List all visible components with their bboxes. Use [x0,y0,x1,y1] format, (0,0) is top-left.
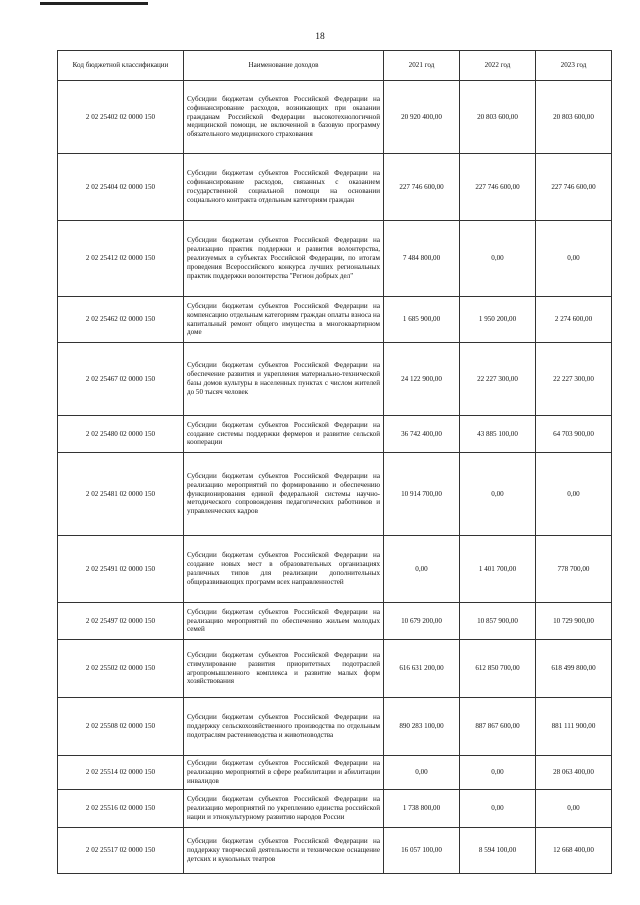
row-value-2022: 8 594 100,00 [460,828,536,874]
table-row [58,536,612,603]
row-value-2023: 778 700,00 [536,536,612,603]
row-value-2022: 887 867 600,00 [460,698,536,756]
row-value-2023: 227 746 600,00 [536,154,612,221]
row-value-2022: 22 227 300,00 [460,343,536,416]
row-value-2022: 0,00 [460,221,536,297]
table-row [58,297,612,343]
top-rule [40,2,148,5]
page-number: 18 [315,32,325,42]
row-value-2023: 20 803 600,00 [536,81,612,154]
row-name: Субсидии бюджетам субъектов Российской Федерации на создание новых мест в образовательных организациях различных типов для реализации дополнительных общеразвивающих программ всех направленностей [184,536,384,603]
row-value-2023: 28 063 400,00 [536,756,612,790]
row-value-2021: 890 283 100,00 [384,698,460,756]
row-value-2022: 227 746 600,00 [460,154,536,221]
row-code: 2 02 25508 02 0000 150 [58,698,184,756]
table-row [58,416,612,453]
row-name: Субсидии бюджетам субъектов Российской Федерации на софинансирование расходов, возникающих при оказании гражданам Российской Федерации высокотехнологичной медицинской помощи, не включенной в базовую программу обязательного медицинского страхования [184,81,384,154]
row-value-2021: 1 685 900,00 [384,297,460,343]
row-code: 2 02 25404 02 0000 150 [58,154,184,221]
table-row [58,603,612,640]
row-value-2021: 7 484 800,00 [384,221,460,297]
row-value-2022: 612 850 700,00 [460,640,536,698]
row-code: 2 02 25517 02 0000 150 [58,828,184,874]
row-value-2021: 20 920 400,00 [384,81,460,154]
row-value-2021: 16 057 100,00 [384,828,460,874]
row-value-2022: 0,00 [460,453,536,536]
row-code: 2 02 25497 02 0000 150 [58,603,184,640]
table-row [58,756,612,790]
row-value-2022: 20 803 600,00 [460,81,536,154]
row-code: 2 02 25516 02 0000 150 [58,790,184,828]
table-row [58,453,612,536]
revenue-table [57,50,612,874]
row-name: Субсидии бюджетам субъектов Российской Федерации на реализацию практик поддержки и развития волонтерства, реализуемых в субъектах Российской Федерации, по итогам проведения Всероссийского конкурса лучших региональных практик поддержки волонтерства "Регион добрых дел" [184,221,384,297]
table-body [58,81,612,874]
row-value-2023: 12 668 400,00 [536,828,612,874]
row-name: Субсидии бюджетам субъектов Российской Федерации на поддержку сельскохозяйственного производства по отдельным подотраслям растениеводства и животноводства [184,698,384,756]
row-value-2023: 0,00 [536,453,612,536]
header-code: Код бюджетной классификации [58,51,184,81]
row-code: 2 02 25480 02 0000 150 [58,416,184,453]
row-code: 2 02 25481 02 0000 150 [58,453,184,536]
header-2021: 2021 год [384,51,460,81]
row-value-2022: 1 950 200,00 [460,297,536,343]
row-value-2022: 0,00 [460,756,536,790]
table-row [58,790,612,828]
row-value-2021: 0,00 [384,536,460,603]
header-2022: 2022 год [460,51,536,81]
row-value-2023: 64 703 900,00 [536,416,612,453]
row-name: Субсидии бюджетам субъектов Российской Федерации на обеспечение развития и укрепления материально-технической базы домов культуры в населенных пунктах с числом жителей до 50 тысяч человек [184,343,384,416]
row-value-2023: 0,00 [536,221,612,297]
row-value-2021: 1 738 800,00 [384,790,460,828]
table-row [58,343,612,416]
row-value-2021: 24 122 900,00 [384,343,460,416]
row-name: Субсидии бюджетам субъектов Российской Федерации на поддержку творческой деятельности и техническое оснащение детских и кукольных театров [184,828,384,874]
row-name: Субсидии бюджетам субъектов Российской Федерации на реализацию мероприятий по обеспечению жильем молодых семей [184,603,384,640]
header-2023: 2023 год [536,51,612,81]
row-code: 2 02 25462 02 0000 150 [58,297,184,343]
row-name: Субсидии бюджетам субъектов Российской Федерации на компенсацию отдельным категориям граждан оплаты взноса на капитальный ремонт общего имущества в многоквартирном доме [184,297,384,343]
row-code: 2 02 25502 02 0000 150 [58,640,184,698]
header-name: Наименование доходов [184,51,384,81]
row-code: 2 02 25467 02 0000 150 [58,343,184,416]
row-value-2023: 881 111 900,00 [536,698,612,756]
row-name: Субсидии бюджетам субъектов Российской Федерации на создание системы поддержки фермеров и развитие сельской кооперации [184,416,384,453]
row-value-2023: 2 274 600,00 [536,297,612,343]
row-value-2021: 36 742 400,00 [384,416,460,453]
row-name: Субсидии бюджетам субъектов Российской Федерации на стимулирование развития приоритетных подотраслей агропромышленного комплекса и развитие малых форм хозяйствования [184,640,384,698]
row-code: 2 02 25514 02 0000 150 [58,756,184,790]
row-value-2022: 0,00 [460,790,536,828]
row-code: 2 02 25412 02 0000 150 [58,221,184,297]
table-row [58,154,612,221]
table-row [58,221,612,297]
table-row [58,81,612,154]
row-name: Субсидии бюджетам субъектов Российской Федерации на реализацию мероприятий по укреплению единства российской нации и этнокультурному развитию народов России [184,790,384,828]
table-header-row [58,51,612,81]
row-value-2023: 618 499 800,00 [536,640,612,698]
row-value-2023: 0,00 [536,790,612,828]
row-value-2021: 0,00 [384,756,460,790]
table-row [58,828,612,874]
table-row [58,698,612,756]
row-code: 2 02 25491 02 0000 150 [58,536,184,603]
row-value-2021: 10 914 700,00 [384,453,460,536]
row-name: Субсидии бюджетам субъектов Российской Федерации на реализацию мероприятий в сфере реабилитации и абилитации инвалидов [184,756,384,790]
row-value-2023: 10 729 900,00 [536,603,612,640]
row-value-2022: 1 401 700,00 [460,536,536,603]
row-value-2021: 616 631 200,00 [384,640,460,698]
row-name: Субсидии бюджетам субъектов Российской Федерации на реализацию мероприятий по формированию и обеспечению функционирования единой федеральной системы научно-методического сопровождения педагогических работников и управленческих кадров [184,453,384,536]
row-value-2022: 10 857 900,00 [460,603,536,640]
row-name: Субсидии бюджетам субъектов Российской Федерации на софинансирование расходов, связанных с оказанием государственной социальной помощи на основании социального контракта отдельным категориям граждан [184,154,384,221]
table-row [58,640,612,698]
row-value-2022: 43 885 100,00 [460,416,536,453]
row-code: 2 02 25402 02 0000 150 [58,81,184,154]
row-value-2021: 227 746 600,00 [384,154,460,221]
row-value-2023: 22 227 300,00 [536,343,612,416]
row-value-2021: 10 679 200,00 [384,603,460,640]
